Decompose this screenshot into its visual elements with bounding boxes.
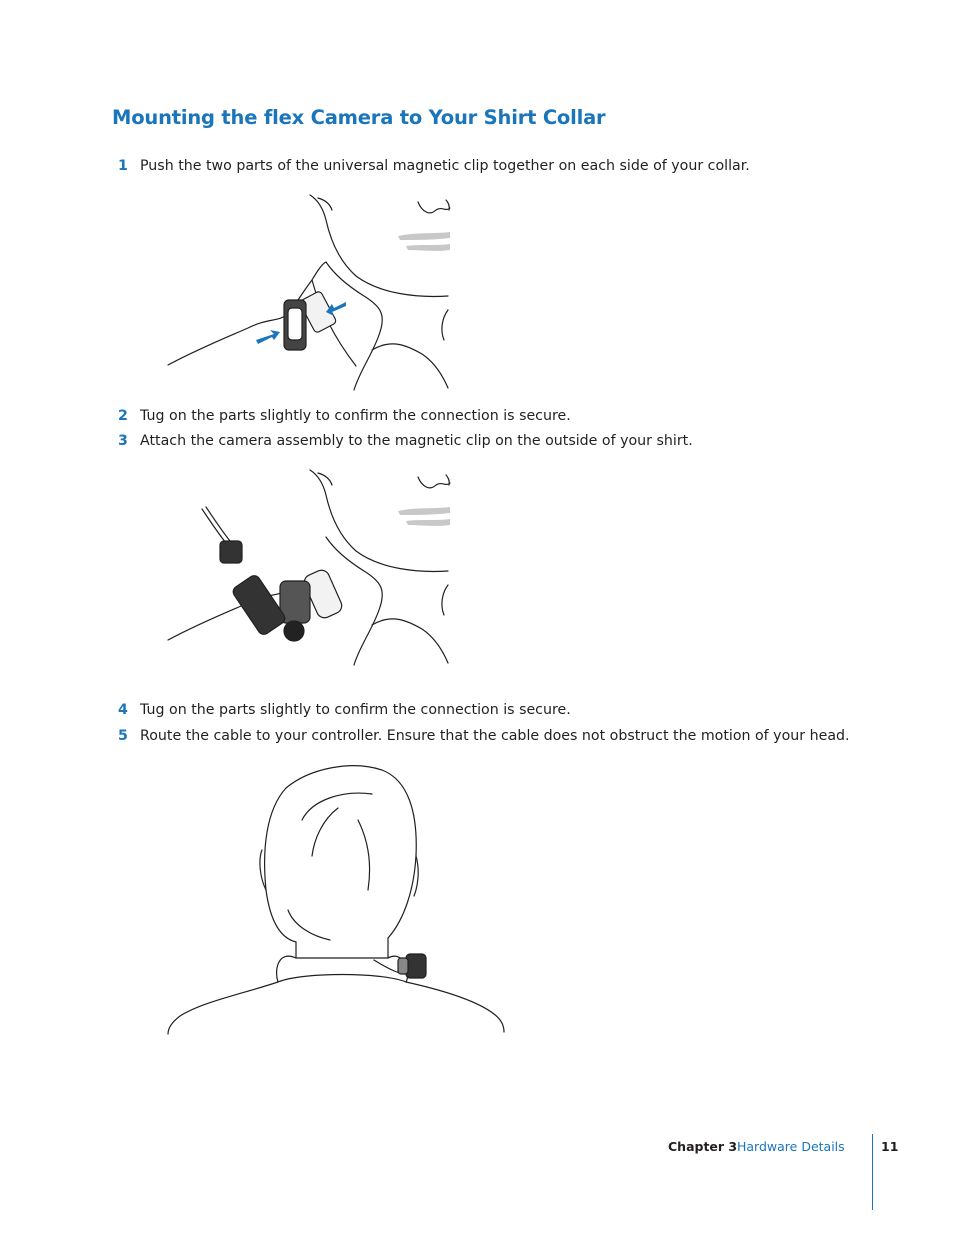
head-back-illustration [162, 760, 512, 1035]
step-number: 1 [118, 158, 128, 174]
step-number: 5 [118, 728, 128, 744]
footer-divider [872, 1134, 873, 1210]
camera-assembly-illustration [160, 465, 460, 670]
step-number: 3 [118, 433, 128, 449]
page-title: Mounting the flex Camera to Your Shirt Collar [112, 106, 606, 129]
step-text: Push the two parts of the universal magnetic clip together on each side of your collar. [140, 158, 750, 174]
step-number: 2 [118, 408, 128, 424]
step-text: Attach the camera assembly to the magnetic clip on the outside of your shirt. [140, 433, 693, 449]
page-number: 11 [881, 1139, 899, 1154]
step-text: Tug on the parts slightly to confirm the connection is secure. [140, 408, 571, 424]
footer-section-link[interactable]: Hardware Details [737, 1139, 845, 1154]
step-text: Tug on the parts slightly to confirm the connection is secure. [140, 702, 571, 718]
footer-chapter: Chapter 3 [668, 1139, 738, 1154]
step-text: Route the cable to your controller. Ensure that the cable does not obstruct the motion of your head. [140, 728, 850, 744]
step-number: 4 [118, 702, 128, 718]
magnetic-clip-illustration [160, 190, 460, 395]
